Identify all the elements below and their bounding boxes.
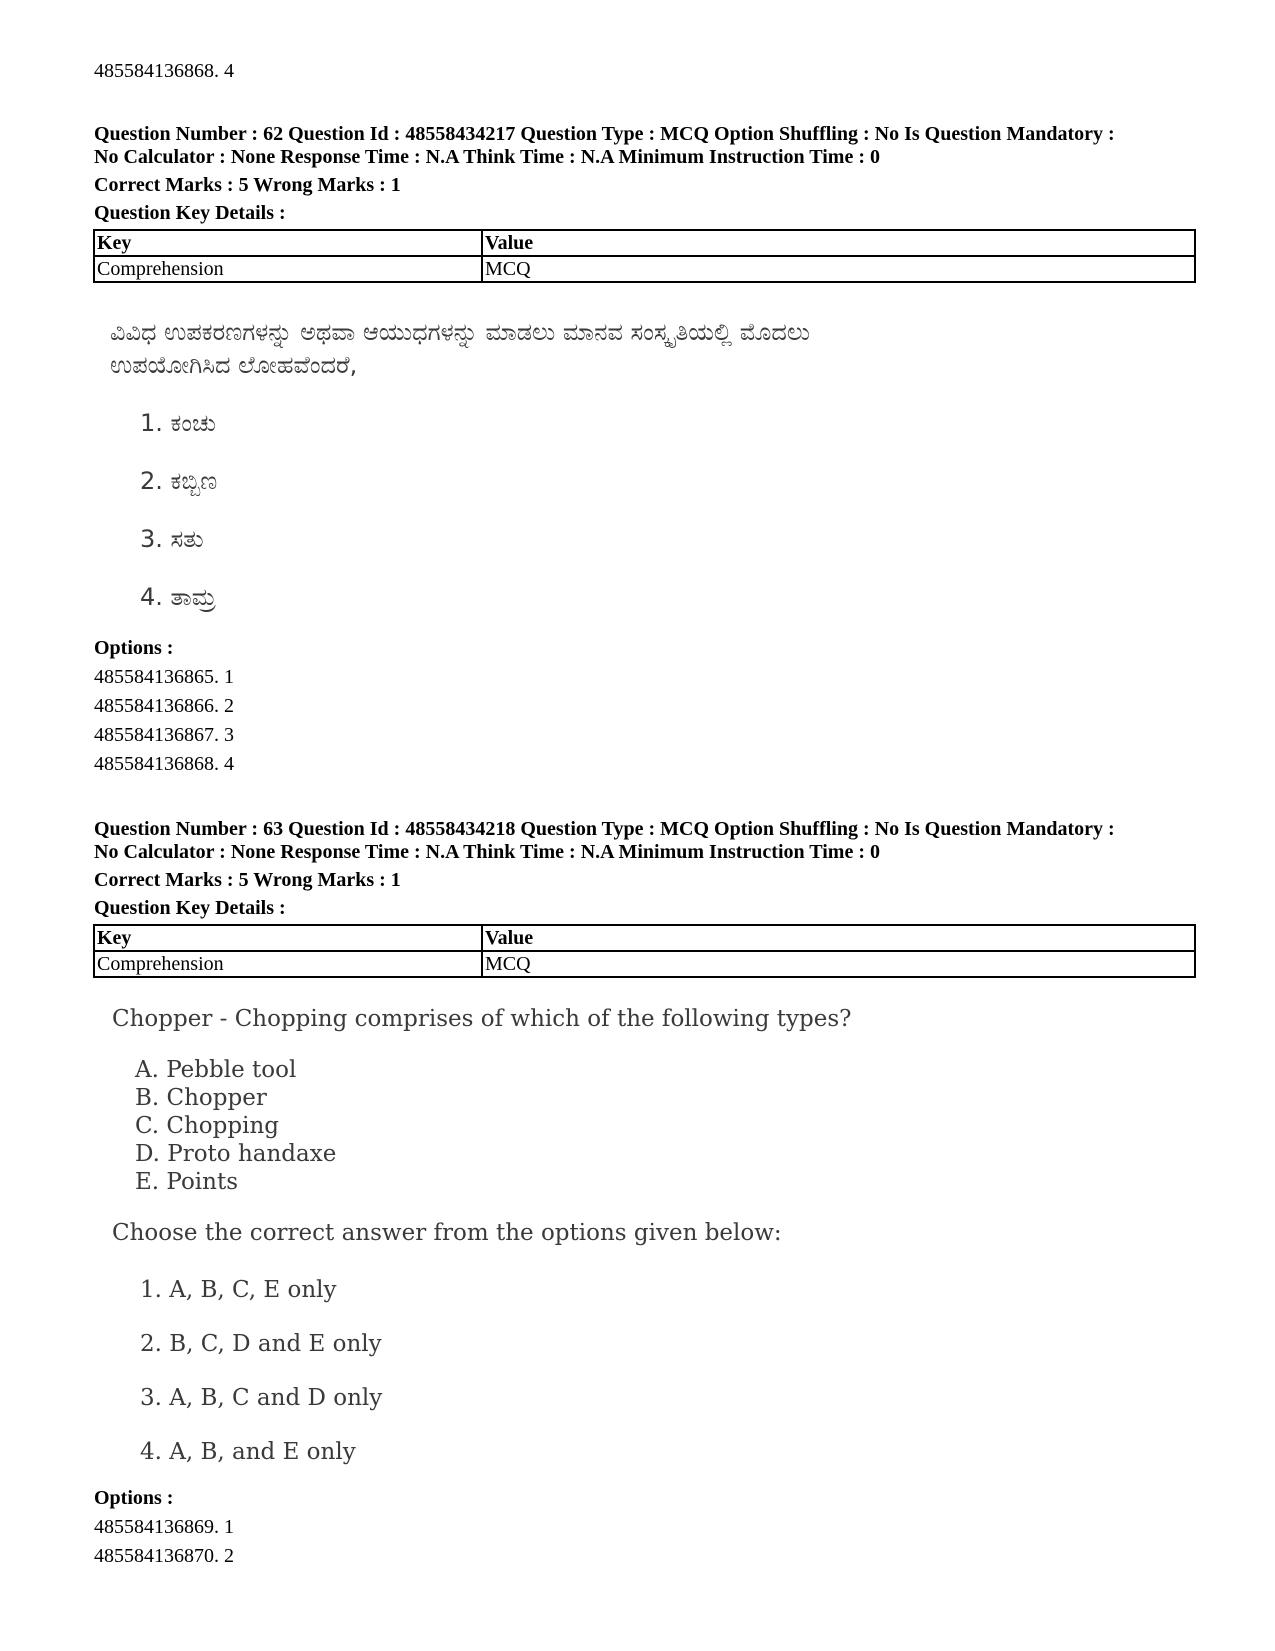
value-header: Value [482, 925, 1195, 951]
question-header-line1: Question Number : 62 Question Id : 48558434217 Question Type : MCQ Option Shuffling : No Is Question Mandatory : [94, 123, 1115, 145]
choice-item: 4. ತಾಮ್ರ [140, 583, 216, 611]
option-line: 485584136867. 3 [94, 724, 234, 746]
list-item: E. Points [135, 1169, 239, 1195]
choice-item: 3. A, B, C and D only [140, 1385, 383, 1411]
option-line: 485584136869. 1 [94, 1516, 234, 1538]
question-instruction: Choose the correct answer from the options given below: [112, 1220, 782, 1246]
option-line: 485584136866. 2 [94, 695, 234, 717]
choice-item: 2. ಕಬ್ಬಿಣ [140, 467, 218, 495]
marks-line: Correct Marks : 5 Wrong Marks : 1 [94, 174, 401, 196]
value-cell: MCQ [482, 951, 1195, 977]
option-line: 485584136868. 4 [94, 753, 234, 775]
question-stem: Chopper - Chopping comprises of which of the following types? [112, 1006, 852, 1032]
option-line: 485584136870. 2 [94, 1545, 234, 1567]
key-cell: Comprehension [94, 951, 482, 977]
table-row [94, 256, 1195, 282]
value-header: Value [482, 230, 1195, 256]
key-header: Key [94, 925, 482, 951]
list-item: D. Proto handaxe [135, 1141, 337, 1167]
key-details-table [93, 924, 1196, 978]
question-header-line1: Question Number : 63 Question Id : 48558434218 Question Type : MCQ Option Shuffling : No Is Question Mandatory : [94, 818, 1115, 840]
choice-item: 1. ಕಂಚು [140, 409, 216, 437]
key-header: Key [94, 230, 482, 256]
key-details-label: Question Key Details : [94, 202, 286, 224]
table-header-row [94, 230, 1195, 256]
list-item: B. Chopper [135, 1085, 267, 1111]
question-header-line2: No Calculator : None Response Time : N.A Think Time : N.A Minimum Instruction Time : 0 [94, 146, 880, 168]
list-item: A. Pebble tool [135, 1057, 297, 1083]
question-header-line2: No Calculator : None Response Time : N.A Think Time : N.A Minimum Instruction Time : 0 [94, 841, 880, 863]
option-line: 485584136868. 4 [94, 60, 234, 82]
marks-line: Correct Marks : 5 Wrong Marks : 1 [94, 869, 401, 891]
list-item: C. Chopping [135, 1113, 279, 1139]
choice-item: 2. B, C, D and E only [140, 1331, 382, 1357]
choice-item: 1. A, B, C, E only [140, 1277, 337, 1303]
question-stem-line2: ಉಪಯೋಗಿಸಿದ ಲೋಹವೆಂದರೆ, [110, 351, 358, 379]
key-details-label: Question Key Details : [94, 897, 286, 919]
choice-item: 3. ಸತು [140, 525, 204, 553]
options-label: Options : [94, 1487, 174, 1509]
options-label: Options : [94, 637, 174, 659]
key-details-table [93, 229, 1196, 283]
value-cell: MCQ [482, 256, 1195, 282]
question-stem-line1: ವಿವಿಧ ಉಪಕರಣಗಳನ್ನು ಅಥವಾ ಆಯುಧಗಳನ್ನು ಮಾಡಲು ಮಾನವ ಸಂಸ್ಕೃತಿಯಲ್ಲಿ ಮೊದಲು [110, 318, 811, 346]
key-cell: Comprehension [94, 256, 482, 282]
table-row [94, 951, 1195, 977]
choice-item: 4. A, B, and E only [140, 1439, 356, 1465]
table-header-row [94, 925, 1195, 951]
option-line: 485584136865. 1 [94, 666, 234, 688]
